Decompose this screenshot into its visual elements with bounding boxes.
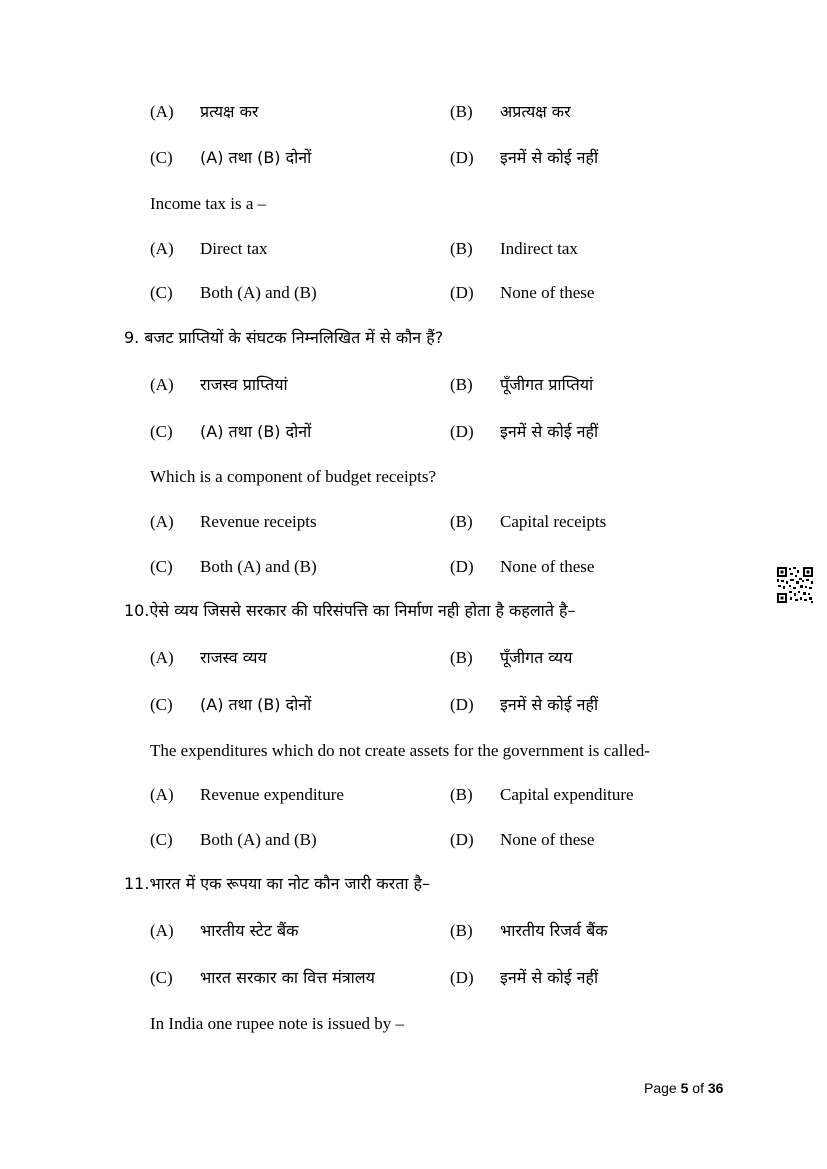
option-row [0, 693, 827, 717]
option-b-label: (B) [450, 102, 473, 121]
option-d-label: (D) [450, 283, 474, 302]
option-row [0, 966, 827, 990]
stem-text: The expenditures which do not create assets for the government is called- [150, 741, 650, 760]
option-row [0, 646, 827, 670]
option-b-text: पूँजीगत व्यय [500, 648, 573, 667]
option-c-label: (C) [150, 557, 173, 576]
question-text: 9. बजट प्राप्तियों के संघटक निम्नलिखित में से कौन हैं? [124, 328, 444, 347]
option-row [0, 146, 827, 170]
option-c-text: (A) तथा (B) दोनों [200, 695, 312, 714]
option-d-label: (D) [450, 968, 474, 987]
option-d-text: इनमें से कोई नहीं [500, 422, 599, 441]
option-a-text: राजस्व व्यय [200, 648, 267, 667]
question-9-hindi [0, 326, 827, 350]
option-c-label: (C) [150, 695, 173, 714]
question-10-hindi [0, 599, 827, 623]
question-stem-english [0, 739, 827, 763]
option-row [0, 828, 827, 852]
option-d-label: (D) [450, 148, 474, 167]
option-b-label: (B) [450, 512, 473, 531]
option-b-text: Capital receipts [500, 512, 607, 531]
option-row [0, 555, 827, 579]
of-word: of [692, 1080, 704, 1096]
option-d-text: इनमें से कोई नहीं [500, 695, 599, 714]
question-11-hindi [0, 872, 827, 896]
stem-text: In India one rupee note is issued by – [150, 1014, 404, 1033]
option-a-label: (A) [150, 102, 174, 121]
option-b-text: Indirect tax [500, 239, 578, 258]
question-stem-english [0, 1012, 827, 1036]
option-a-label: (A) [150, 648, 174, 667]
option-a-label: (A) [150, 375, 174, 394]
option-b-text: पूँजीगत प्राप्तियां [500, 375, 594, 394]
option-row [0, 783, 827, 807]
option-b-text: Capital expenditure [500, 785, 634, 804]
qr-code-icon [776, 566, 814, 604]
option-c-label: (C) [150, 422, 173, 441]
option-c-text: (A) तथा (B) दोनों [200, 422, 312, 441]
option-row [0, 100, 827, 124]
option-row [0, 510, 827, 534]
option-d-text: None of these [500, 830, 595, 849]
page-word: Page [644, 1080, 677, 1096]
question-stem-english [0, 192, 827, 216]
option-b-label: (B) [450, 239, 473, 258]
option-b-label: (B) [450, 375, 473, 394]
current-page: 5 [680, 1080, 689, 1096]
option-row [0, 420, 827, 444]
option-a-label: (A) [150, 785, 174, 804]
option-row [0, 919, 827, 943]
option-b-text: अप्रत्यक्ष कर [500, 102, 571, 121]
page-number [644, 1080, 723, 1096]
option-d-label: (D) [450, 557, 474, 576]
option-c-label: (C) [150, 968, 173, 987]
option-row [0, 281, 827, 305]
option-d-text: इनमें से कोई नहीं [500, 968, 599, 987]
option-c-text: Both (A) and (B) [200, 283, 317, 302]
option-a-text: भारतीय स्टेट बैंक [200, 921, 299, 940]
option-c-text: (A) तथा (B) दोनों [200, 148, 312, 167]
option-b-label: (B) [450, 785, 473, 804]
option-a-text: Direct tax [200, 239, 268, 258]
option-d-label: (D) [450, 830, 474, 849]
option-row [0, 237, 827, 261]
stem-text: Which is a component of budget receipts? [150, 467, 437, 486]
option-a-label: (A) [150, 239, 174, 258]
option-c-text: Both (A) and (B) [200, 830, 317, 849]
option-b-label: (B) [450, 921, 473, 940]
option-d-text: None of these [500, 557, 595, 576]
option-a-text: Revenue expenditure [200, 785, 344, 804]
question-stem-english [0, 465, 827, 489]
option-a-text: प्रत्यक्ष कर [200, 102, 259, 121]
option-b-text: भारतीय रिजर्व बैंक [500, 921, 608, 940]
question-text: 11.भारत में एक रूपया का नोट कौन जारी करता है– [124, 874, 431, 893]
option-c-label: (C) [150, 283, 173, 302]
option-c-text: भारत सरकार का वित्त मंत्रालय [200, 968, 375, 987]
option-c-text: Both (A) and (B) [200, 557, 317, 576]
option-b-label: (B) [450, 648, 473, 667]
question-text: 10.ऐसे व्यय जिससे सरकार की परिसंपत्ति का निर्माण नही होता है कहलाते है– [124, 601, 576, 620]
stem-text: Income tax is a – [150, 194, 267, 213]
total-pages: 36 [707, 1080, 724, 1096]
option-c-label: (C) [150, 148, 173, 167]
option-c-label: (C) [150, 830, 173, 849]
option-d-label: (D) [450, 422, 474, 441]
option-d-text: इनमें से कोई नहीं [500, 148, 599, 167]
option-a-text: राजस्व प्राप्तियां [200, 375, 288, 394]
option-a-text: Revenue receipts [200, 512, 317, 531]
option-d-label: (D) [450, 695, 474, 714]
option-a-label: (A) [150, 512, 174, 531]
option-a-label: (A) [150, 921, 174, 940]
option-row [0, 373, 827, 397]
option-d-text: None of these [500, 283, 595, 302]
